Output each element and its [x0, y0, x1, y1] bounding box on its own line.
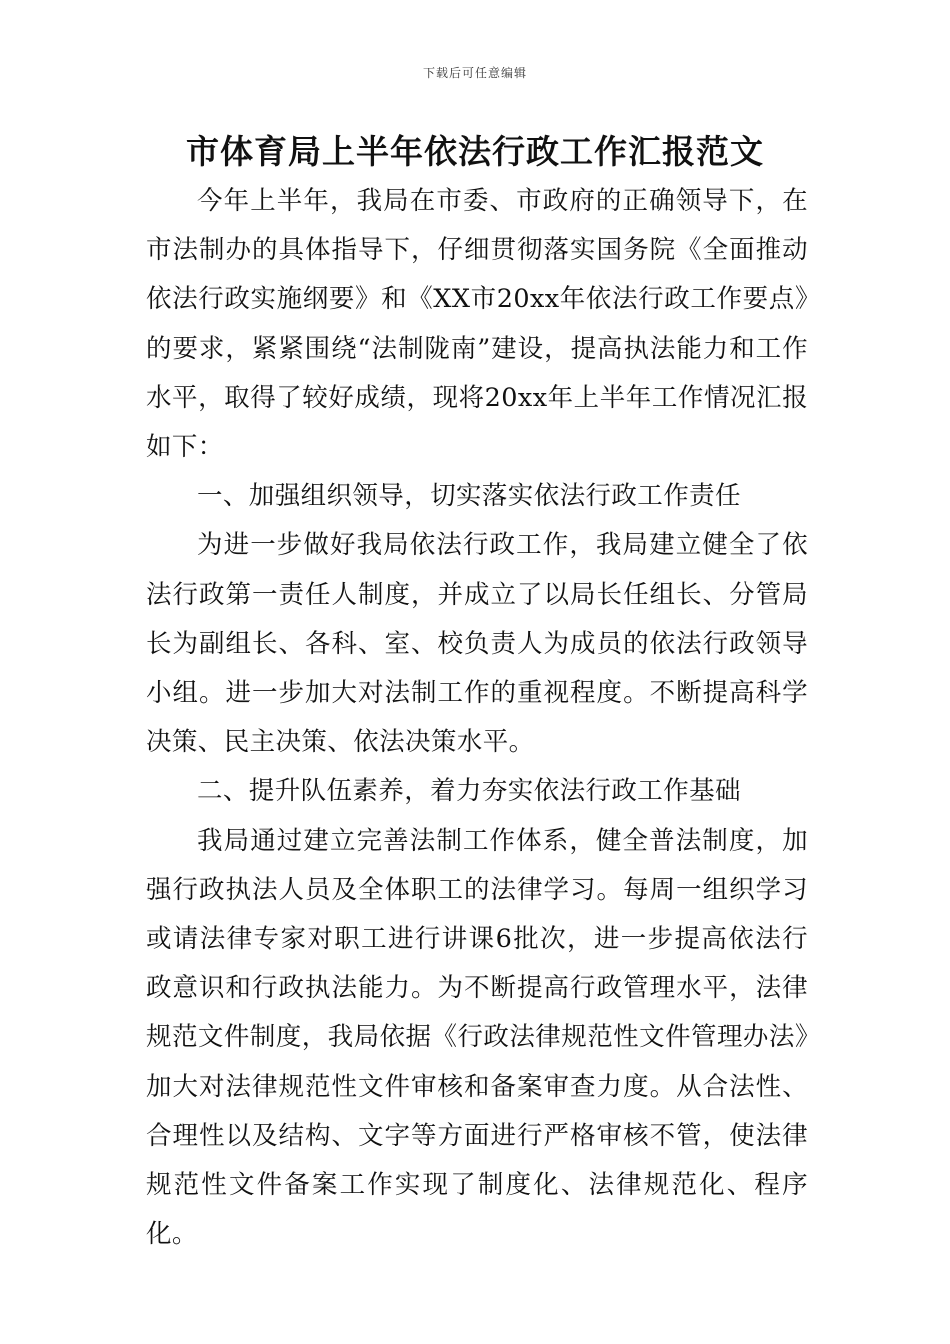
section-body-1: 为进一步做好我局依法行政工作，我局建立健全了依法行政第一责任人制度，并成立了以局长任组长、分管局长为副组长、各科、室、校负责人为成员的依法行政领导小组。进一步加大对法制工作的重视程度。不断提高科学决策、民主决策、依法决策水平。	[146, 530, 808, 758]
document-title: 市体育局上半年依法行政工作汇报范文	[186, 132, 764, 171]
section-heading-2: 二、提升队伍素养，着力夯实依法行政工作基础	[197, 776, 741, 807]
intro-paragraph: 今年上半年，我局在市委、市政府的正确领导下，在市法制办的具体指导下，仔细贯彻落实国务院《全面推动依法行政实施纲要》和《XX市20xx年依法行政工作要点》的要求，紧紧围绕“法制陇南”建设，提高执法能力和工作水平，取得了较好成绩，现将20xx年上半年工作情况汇报如下：	[146, 186, 808, 463]
header-note: 下载后可任意编辑	[422, 66, 527, 80]
document-body	[146, 177, 808, 1259]
section-body-2: 我局通过建立完善法制工作体系，健全普法制度，加强行政执法人员及全体职工的法律学习。每周一组织学习或请法律专家对职工进行讲课6批次，进一步提高依法行政意识和行政执法能力。为不断提高行政管理水平，法律规范文件制度，我局依据《行政法律规范性文件管理办法》加大对法律规范性文件审核和备案审查力度。从合法性、合理性以及结构、文字等方面进行严格审核不管，使法律规范性文件备案工作实现了制度化、法律规范化、程序化。	[146, 825, 808, 1250]
section-heading-1: 一、加强组织领导，切实落实依法行政工作责任	[197, 481, 741, 512]
